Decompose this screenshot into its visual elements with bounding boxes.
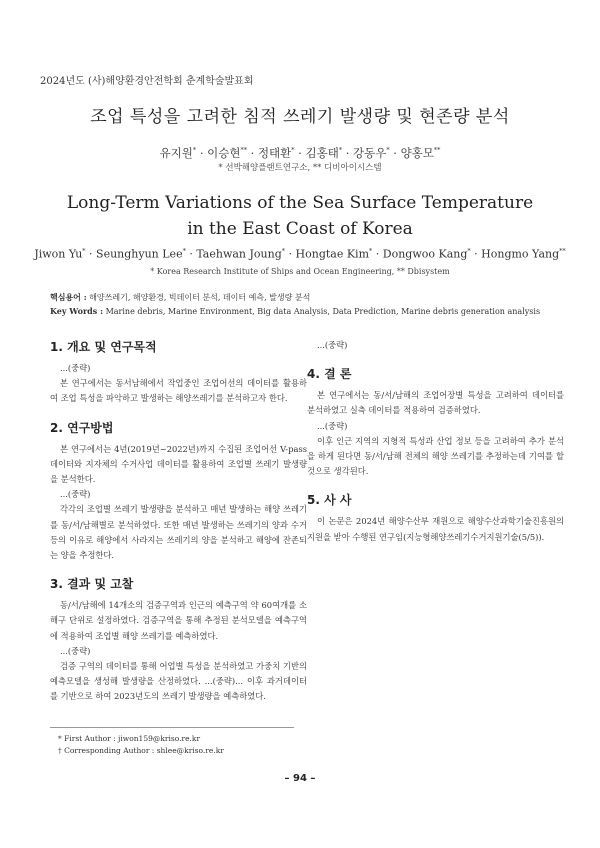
author-mark: * xyxy=(291,146,295,155)
paragraph: 본 연구에서는 4년(2019년~2022년)까지 수집된 조업어선 V-pass 데이터와 지자체의 수거사업 데이터를 활용하여 조업별 쓰레기 발생량을 분석한다. xyxy=(50,443,307,485)
author-separator: · xyxy=(389,146,401,160)
left-column xyxy=(50,338,307,705)
author-mark: ** xyxy=(433,146,441,155)
paragraph: 이후 인근 지역의 지형적 특성과 산업 정보 등을 고려하여 추가 분석을 하게 된다면 동/서/남해 전체의 해양 쓰레기를 추정하는데 기여를 할 것으로 생각된다. xyxy=(307,435,564,477)
paragraph: ...(중략) xyxy=(60,489,91,500)
author-mark: * xyxy=(467,247,471,255)
section-acknowledgment xyxy=(307,491,564,544)
author-separator: · xyxy=(185,247,197,261)
author-mark: * xyxy=(281,247,286,255)
author-separator: · xyxy=(342,146,354,160)
paragraph: ...(중략) xyxy=(317,340,348,350)
author-separator: · xyxy=(294,146,306,160)
author-mark: ** xyxy=(240,146,247,155)
author-mark: * xyxy=(338,146,343,155)
page-number: – 94 – xyxy=(284,773,316,784)
section-heading: 3. 결과 및 고찰 xyxy=(50,577,134,592)
author-separator: · xyxy=(246,146,258,160)
keywords-english-text: Marine debris, Marine Environment, Big data Analysis, Data Prediction, Marine debris generation analysis xyxy=(103,307,541,316)
title-english-line: Long-Term Variations of the Sea Surface Temperature xyxy=(66,193,534,213)
author-name: Jiwon Yu xyxy=(34,247,83,261)
footnote-divider xyxy=(50,727,294,728)
author-name: Hongtae Kim xyxy=(295,247,370,261)
author-separator: · xyxy=(85,247,97,261)
conference-header: 2024년도 (사)해양환경안전학회 춘계학술발표회 xyxy=(40,76,254,87)
author-name: Hongmo Yang xyxy=(481,247,560,261)
author-separator: · xyxy=(196,146,208,160)
author-name: Seunghyun Lee xyxy=(96,247,183,261)
section-heading: 1. 개요 및 연구목적 xyxy=(50,340,157,354)
section-results xyxy=(50,575,307,704)
section-method xyxy=(50,419,307,564)
author-mark: * xyxy=(192,146,197,155)
paragraph: ...(중략) xyxy=(317,420,348,431)
keywords-korean-text: 해양쓰레기, 해양환경, 빅데이터 분석, 데이터 예측, 발생량 분석 xyxy=(86,293,311,302)
author-separator: · xyxy=(470,247,482,261)
footnote-first-author: * First Author : jiwon159@kriso.re.kr xyxy=(58,734,201,743)
title-korean: 조업 특성을 고려한 침적 쓰레기 발생량 및 현존량 분석 xyxy=(90,107,510,127)
author-separator: · xyxy=(285,247,296,261)
author-mark: ** xyxy=(559,247,566,255)
affiliation-english: * Korea Research Institute of Ships and Ocean Engineering, ** Dbisystem xyxy=(150,267,450,276)
author-mark: * xyxy=(369,247,373,255)
author-name: 김홍태 xyxy=(305,146,339,160)
title-english xyxy=(0,190,600,242)
paragraph: ...(중략) xyxy=(60,645,91,656)
keywords-english-label: Key Words : xyxy=(50,306,104,316)
keywords-english xyxy=(50,306,540,316)
author-name: 양홍모 xyxy=(400,146,434,160)
author-name: 정태환 xyxy=(257,146,292,160)
right-column xyxy=(307,338,564,545)
author-name: Taehwan Joung xyxy=(196,247,282,261)
authors-korean xyxy=(0,145,600,161)
paragraph: 이 논문은 2024년 해양수산부 재원으로 해양수산과학기술진흥원의 지원을 받아 수행된 연구임(지능형해양쓰레기수거지원기술(5/5)). xyxy=(307,516,564,542)
paragraph: 본 연구에서는 동/서/남해의 조업어장별 특성을 고려하여 데이터를 분석하였고 실측 데이터를 적용하여 검증하였다. xyxy=(307,390,564,416)
section-heading: 4. 결 론 xyxy=(307,367,352,382)
paragraph: 검증 구역의 데이터를 통해 어업별 특성을 분석하였고 가중치 기반의 예측모델을 생성해 발생량을 산정하였다. ...(중략)... 이후 과거데이터를 기반으로 하여 2023년도의 쓰레기 발생량을 예측하였다. xyxy=(50,661,307,702)
author-separator: · xyxy=(372,247,383,261)
footnote-corresponding-author: † Corresponding Author : shlee@kriso.re.kr xyxy=(58,746,224,755)
paragraph: 각각의 조업별 쓰레기 발생량을 분석하고 매년 발생하는 해양 쓰레기를 동/서/남해별로 분석하였다. 또한 매년 발생하는 쓰레기의 양과 수거 등의 이유로 해양에서 사라지는 쓰레기의 양을 분석하고 해양에 잔존되는 양을 추정한다. xyxy=(50,504,307,561)
paragraph: 동/서/남해에 14개소의 검증구역과 인근의 예측구역 약 60여개를 소해구 단위로 설정하였다. 검증구역을 통해 추정된 분석모델을 예측구역에 적용하여 조업별 해양 쓰레기를 예측하였다. xyxy=(50,600,307,641)
author-mark: * xyxy=(82,247,86,255)
paragraph: 본 연구에서는 동서남해에서 작업중인 조업어선의 데이터를 활용하여 조업 특성을 파악하고 발생하는 해양쓰레기를 분석하고자 한다. xyxy=(50,378,307,404)
title-english-line: in the East Coast of Korea xyxy=(187,219,413,239)
affiliation-korean: * 선박해양플랜트연구소, ** 디비아이시스템 xyxy=(218,163,382,173)
author-name: Dongwoo Kang xyxy=(382,247,468,261)
section-heading: 5. 사 사 xyxy=(307,493,352,508)
authors-english xyxy=(0,247,600,261)
section-conclusion xyxy=(307,365,564,479)
section-heading: 2. 연구방법 xyxy=(50,420,114,435)
author-name: 유지원 xyxy=(159,146,193,160)
paragraph: ...(중략) xyxy=(60,363,91,373)
author-name: 이승현 xyxy=(207,146,241,160)
section-intro xyxy=(50,338,307,407)
author-name: 강동우 xyxy=(353,146,387,160)
author-mark: * xyxy=(182,247,186,255)
keywords-korean xyxy=(50,292,310,303)
keywords-korean-label: 핵심용어 : xyxy=(50,292,87,302)
author-mark: * xyxy=(386,146,390,155)
